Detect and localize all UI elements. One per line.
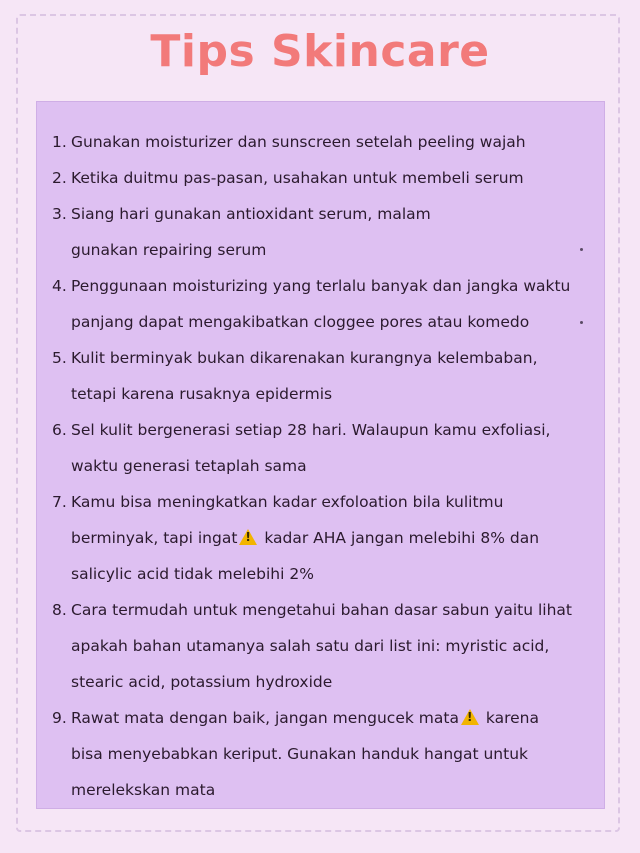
- tip-text: Penggunaan moisturizing yang terlalu banyak dan jangka waktu panjang dapat mengakibatkan cloggee pores atau komedo: [71, 277, 571, 331]
- tip-number: 2.: [52, 169, 67, 187]
- tip-text: Kulit berminyak bukan dikarenakan kurangnya kelembaban, tetapi karena rusaknya epidermis: [71, 349, 538, 403]
- decorative-dot: [580, 248, 583, 251]
- tip-text: Sel kulit bergenerasi setiap 28 hari. Walaupun kamu exfoliasi, waktu generasi tetaplah sama: [71, 421, 551, 475]
- tip-item: [52, 160, 602, 196]
- tip-text: Siang hari gunakan antioxidant serum, malam gunakan repairing serum: [71, 205, 431, 259]
- tip-number: 6.: [52, 421, 67, 439]
- tip-item: [52, 412, 602, 484]
- tip-item: [52, 700, 602, 808]
- tip-text-after: kadar AHA jangan melebihi 8% dan salicylic acid tidak melebihi 2%: [71, 529, 540, 583]
- tip-text: Gunakan moisturizer dan sunscreen setelah peeling wajah: [71, 133, 526, 151]
- tip-text-before: Rawat mata dengan baik, jangan mengucek mata: [71, 709, 459, 727]
- tip-item: [52, 484, 602, 592]
- tip-text-after: karena bisa menyebabkan keriput. Gunakan handuk hangat untuk merelekskan mata: [71, 709, 539, 799]
- tip-item: [52, 340, 602, 412]
- tip-number: 4.: [52, 277, 67, 295]
- tip-item: [52, 124, 602, 160]
- tip-item: [52, 196, 602, 268]
- tip-number: 1.: [52, 133, 67, 151]
- tip-item: [52, 592, 602, 700]
- tip-number: 9.: [52, 709, 67, 727]
- tip-number: 8.: [52, 601, 67, 619]
- warning-icon: [461, 709, 479, 725]
- tips-list: [52, 124, 602, 808]
- tip-item: [52, 268, 602, 340]
- tip-number: 3.: [52, 205, 67, 223]
- decorative-dot: [580, 321, 583, 324]
- tip-text: Cara termudah untuk mengetahui bahan dasar sabun yaitu lihat apakah bahan utamanya salah satu dari list ini: myristic acid, stearic acid, potassium hydroxide: [71, 601, 573, 691]
- page-title: Tips Skincare: [150, 26, 490, 77]
- warning-icon: [239, 529, 257, 545]
- tip-number: 7.: [52, 493, 67, 511]
- tip-number: 5.: [52, 349, 67, 367]
- tip-text-before: Kamu bisa meningkatkan kadar exfoloation bila kulitmu berminyak, tapi ingat: [71, 493, 504, 547]
- tip-text: Ketika duitmu pas-pasan, usahakan untuk membeli serum: [71, 169, 524, 187]
- tips-panel: [36, 101, 605, 809]
